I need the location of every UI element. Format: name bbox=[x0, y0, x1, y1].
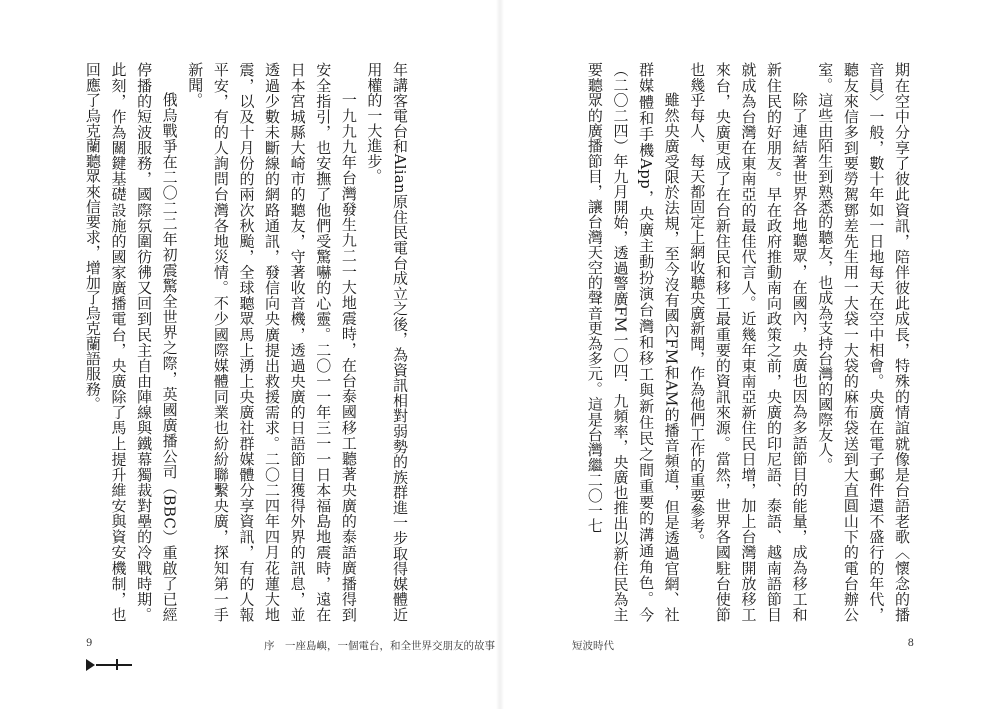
paragraph: 雖然央廣受限於法規，至今沒有國內FM和AM的播音頻道，但是透過官網、社群媒體和手機App，央廣主動扮演台灣和移工與新住民之間重要的溝通角色。今（二〇二四）年九月開始，透過警廣FM一〇四．九頻率，央廣也推出以新住民為主要聽眾的廣播節目，讓台灣天空的聲音更為多元。這是台灣繼二〇一七 bbox=[585, 62, 681, 622]
page-number: 9 bbox=[86, 638, 93, 649]
progress-slider[interactable] bbox=[86, 658, 134, 672]
running-header-chapter: 序 一座島嶼，一個電台，和全世界交朋友的故事 bbox=[264, 640, 495, 652]
page-number: 8 bbox=[907, 638, 914, 649]
play-icon[interactable] bbox=[86, 659, 95, 671]
left-page-text bbox=[83, 62, 412, 622]
paragraph: 一九九九年台灣發生九二一大地震時，在台泰國移工聽著央廣的泰語廣播得到安全指引，也安撫了他們受驚嚇的心靈。二〇一一年三一一日本福島地震時，遠在日本宮城縣大崎市的聽友，守著收音機，透過央廣的日語節目獲得外界的訊息，並透過少數未斷線的網路通訊，發信向央廣提出救援需求。二〇二四年四月花蓮大地震，以及十月份的兩次秋颱，全球聽眾馬上湧上央廣社群媒體分享資訊，有的人報平安，有的人詢問台灣各地災情。不少國際媒體同業也紛紛聯繫央廣，探知第一手新聞。 bbox=[186, 62, 358, 622]
paragraph: 除了連結著世界各地聽眾，在國內，央廣也因為多語節目的能量，成為移工和新住民的好朋友。早在政府推動南向政策之前，央廣的印尼語、泰語、越南語節目就成為台灣在東南亞的最佳代言人。近幾年東南亞新住民日增，加上台灣開放移工來台，央廣更成了在台新住民和移工最重要的資訊來源。當然，世界各國駐台使節也幾乎每人、每天都固定上網收聽央廣新聞，作為他們工作的重要參考。 bbox=[688, 62, 809, 622]
paragraph: 俄烏戰爭在二〇二二年初震驚全世界之際，英國廣播公司（BBC）重啟了已經停播的短波服務，國際氛圍彷彿又回到民主自由陣線與鐵幕獨裁對壘的冷戰時期。此刻，作為關鍵基礎設施的國家廣播電台，央廣除了馬上提升維安與資安機制，也回應了烏克蘭聽眾來信要求，增加了烏克蘭語服務。 bbox=[83, 62, 179, 622]
slider-handle[interactable] bbox=[116, 659, 118, 670]
right-page-footer bbox=[500, 638, 914, 658]
slider-track bbox=[96, 664, 132, 666]
running-header-book-title: 短波時代 bbox=[572, 640, 614, 652]
paragraph: 年講客電台和Alian原住民電台成立之後，為資訊相對弱勢的族群進一步取得媒體近用權的一大進步。 bbox=[365, 62, 409, 622]
left-page-footer bbox=[86, 638, 500, 658]
paragraph: 期在空中分享了彼此資訊，陪伴彼此成長，特殊的情誼就像是台語老歌〈懷念的播音員〉一般，數十年如一日地每天在空中相會。央廣在電子郵件還不盛行的年代，聽友來信多到要勞駕鄧差先生用一大袋一大袋的麻布袋送到大直圓山下的電台辦公室。這些由陌生到熟悉的聽友，也成為支持台灣的國際友人。 bbox=[816, 62, 911, 622]
right-page-text bbox=[585, 62, 914, 622]
right-page bbox=[500, 0, 1000, 709]
